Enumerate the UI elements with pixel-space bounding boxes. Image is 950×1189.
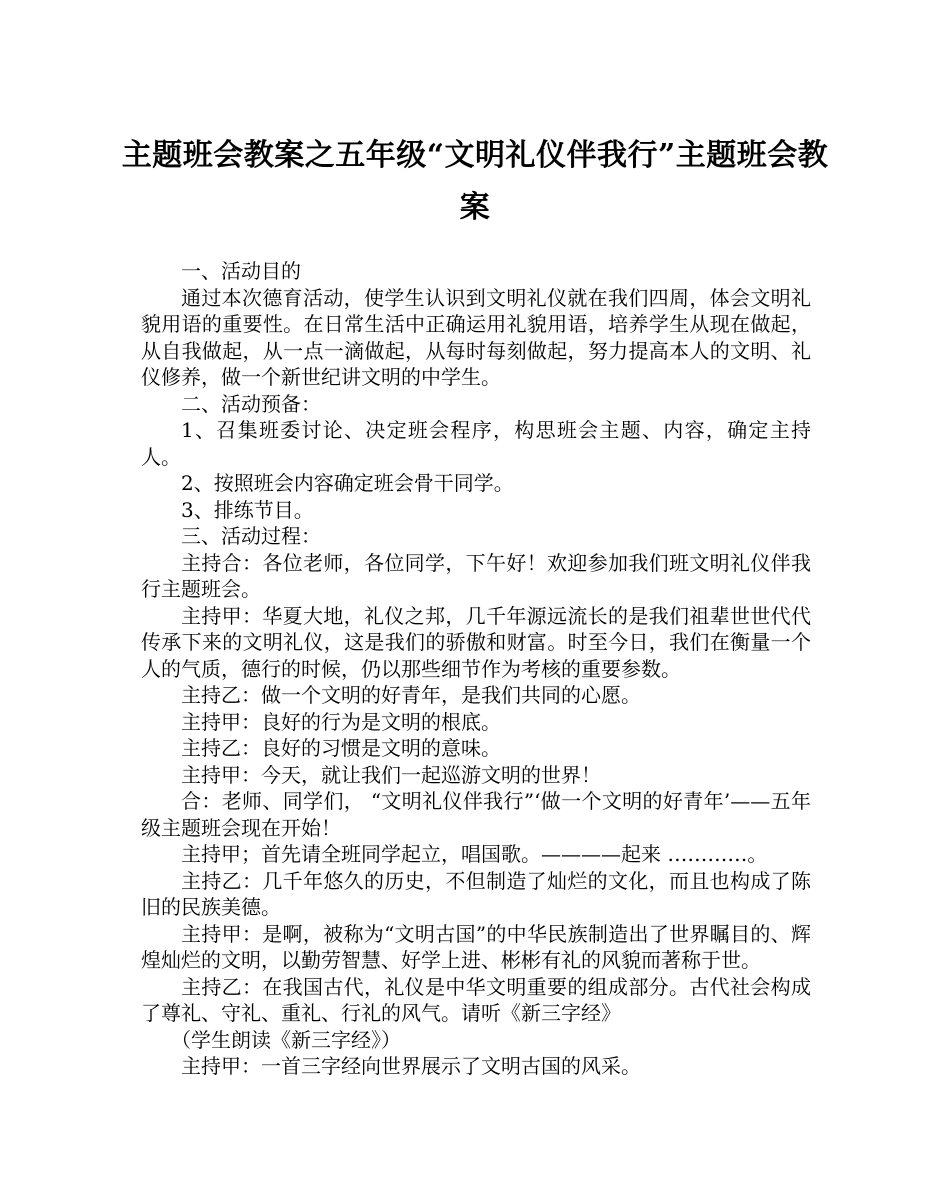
paragraph: 3、排练节目。 [181,497,314,522]
paragraph: 主持乙：在我国古代，礼仪是中华文明重要的组成部分。古代社会构成了尊礼、守礼、重礼、行礼的风气。请听《新三字经》 [141,974,811,1025]
paragraph: （学生朗读《新三字经》） [171,1027,401,1052]
paragraph: 合：老师、同学们， “文明礼仪伴我行”‘做一个文明的好青年’——五年级主题班会现在开始！ [141,789,811,840]
paragraph: 主持甲：今天，就让我们一起巡游文明的世界！ [181,762,601,787]
document-body [141,258,811,1080]
paragraph: 主持乙：几千年悠久的历史，不但制造了灿烂的文化，而且也构成了陈旧的民族美德。 [141,868,811,919]
paragraph: 2、按照班会内容确定班会骨干同学。 [181,471,514,495]
paragraph: 主持甲：华夏大地，礼仪之邦，几千年源远流长的是我们祖辈世世代代传承下来的文明礼仪，这是我们的骄傲和财富。时至今日，我们在衡量一个人的气质，德行的时候，仍以那些细节作为考核的重要参数。 [141,603,811,681]
paragraph: 1、召集班委讨论、决定班会程序，构思班会主题、内容，确定主持人。 [141,418,811,469]
paragraph: 主持乙：良好的习惯是文明的意味。 [181,736,501,760]
paragraph: 主持甲：一首三字经向世界展示了文明古国的风采。 [181,1054,641,1078]
paragraph: 主持甲：良好的行为是文明的根底。 [181,709,501,734]
paragraph: 主持甲：是啊，被称为“文明古国”的中华民族制造出了世界瞩目的、辉煌灿烂的文明，以勤劳智慧、好学上进、彬彬有礼的风貌而著称于世。 [141,921,811,972]
paragraph: 主持甲；首先请全班同学起立，唱国歌。————起来 …………。 [181,842,768,866]
document-title: 主题班会教案之五年级“文明礼仪伴我行”主题班会教案 [121,138,829,225]
paragraph: 通过本次德育活动，使学生认识到文明礼仪就在我们四周，体会文明礼貌用语的重要性。在日常生活中正确运用礼貌用语，培养学生从现在做起，从自我做起，从一点一滴做起，从每时每刻做起，努力提高本人的文明、礼仪修养，做一个新世纪讲文明的中学生。 [141,285,811,389]
paragraph: 主持乙：做一个文明的好青年，是我们共同的心愿。 [181,683,641,707]
paragraph: 一、活动目的 [181,259,301,283]
paragraph: 二、活动预备： [181,391,321,416]
paragraph: 主持合：各位老师，各位同学，下午好！欢迎参加我们班文明礼仪伴我行主题班会。 [141,550,811,601]
paragraph: 三、活动过程： [181,524,321,548]
